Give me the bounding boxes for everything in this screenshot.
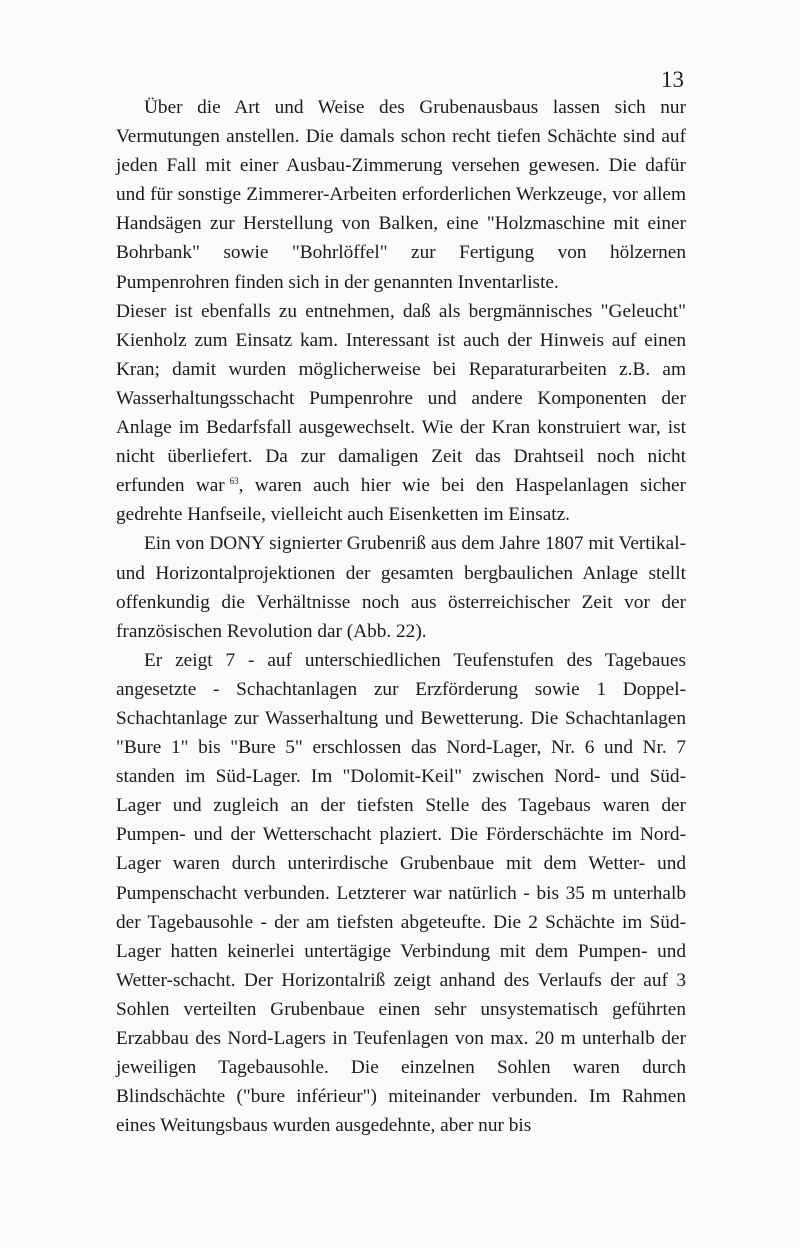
paragraph-text: Über die Art und Weise des Grubenausbaus lassen sich nur Vermutungen anstellen. Die damals schon recht tiefen Schächte sind auf jeden Fall mit einer Ausbau-Zimmerung versehen gewesen. Die dafür und für sonstige Zimmerer-Arbeiten erforderlichen Werkzeuge, vor allem Handsägen zur Herstellung von Balken, eine "Holzmaschine mit einer Bohrbank" sowie "Bohrlöffel" zur Fertigung von hölzernen Pumpenrohren finden sich in der genannten Inventarliste. bbox=[116, 97, 686, 293]
paragraph-text: Dieser ist ebenfalls zu entnehmen, daß als bergmännisches "Geleucht" Kienholz zum Einsatz kam. Interessant ist auch der Hinweis auf einen Kran; damit wurden möglicherweise bei Reparaturarbeiten z.B. am Wasserhaltungsschacht Pumpenrohre und andere Komponenten der Anlage im Bedarfsfall ausgewechselt. Wie der Kran konstruiert war, ist nicht überliefert. Da zur damaligen Zeit das Drahtseil noch nicht erfunden war bbox=[116, 300, 686, 497]
footnote-reference: 63 bbox=[229, 475, 239, 486]
paragraph-text: , waren auch hier wie bei den Haspelanlagen sicher gedrehte Hanfseile, vielleicht auch Eisenketten im Einsatz. bbox=[116, 475, 686, 526]
page-number: 13 bbox=[661, 67, 684, 92]
paragraph-schachtanlagen bbox=[116, 646, 686, 1141]
paragraph-text: Ein von DONY signierter Grubenriß aus dem Jahre 1807 mit Vertikal- und Horizontalprojektionen der gesamten bergbaulichen Anlage stellt offenkundig die Verhältnisse noch aus österreichischer Zeit vor der französischen Revolution dar (Abb. 22). bbox=[116, 533, 686, 642]
body-text bbox=[116, 93, 686, 1140]
paragraph-geleucht bbox=[116, 297, 686, 530]
paragraph-grubenausbau bbox=[116, 93, 686, 297]
paragraph-grubenriss bbox=[116, 529, 686, 645]
paragraph-text: Er zeigt 7 - auf unterschiedlichen Teufenstufen des Tagebaues angesetzte - Schachtanlagen zur Erzförderung sowie 1 Doppel-Schachtanlage zur Wasserhaltung und Bewetterung. Die Schachtanlagen "Bure 1" bis "Bure 5" erschlossen das Nord-Lager, Nr. 6 und Nr. 7 standen im Süd-Lager. Im "Dolomit-Keil" zwischen Nord- und Süd-Lager und zugleich an der tiefsten Stelle des Tagebaus waren der Pumpen- und der Wetterschacht plaziert. Die Förderschächte im Nord-Lager waren durch unterirdische Grubenbaue mit dem Wetter- und Pumpenschacht verbunden. Letzterer war natürlich - bis 35 m unterhalb der Tagebausohle - der am tiefsten abgeteufte. Die 2 Schächte im Süd-Lager hatten keinerlei untertägige Verbindung mit dem Pumpen- und Wetter-schacht. Der Horizontalriß zeigt anhand des Verlaufs der auf 3 Sohlen verteilten Grubenbaue einen sehr unsystematisch geführten Erzabbau des Nord-Lagers in Teufenlagen von max. 20 m unterhalb der jeweiligen Tagebausohle. Die einzelnen Sohlen waren durch Blindschächte ("bure inférieur") miteinander verbunden. Im Rahmen eines Weitungsbaus wurden ausgedehnte, aber nur bis bbox=[116, 649, 686, 1137]
